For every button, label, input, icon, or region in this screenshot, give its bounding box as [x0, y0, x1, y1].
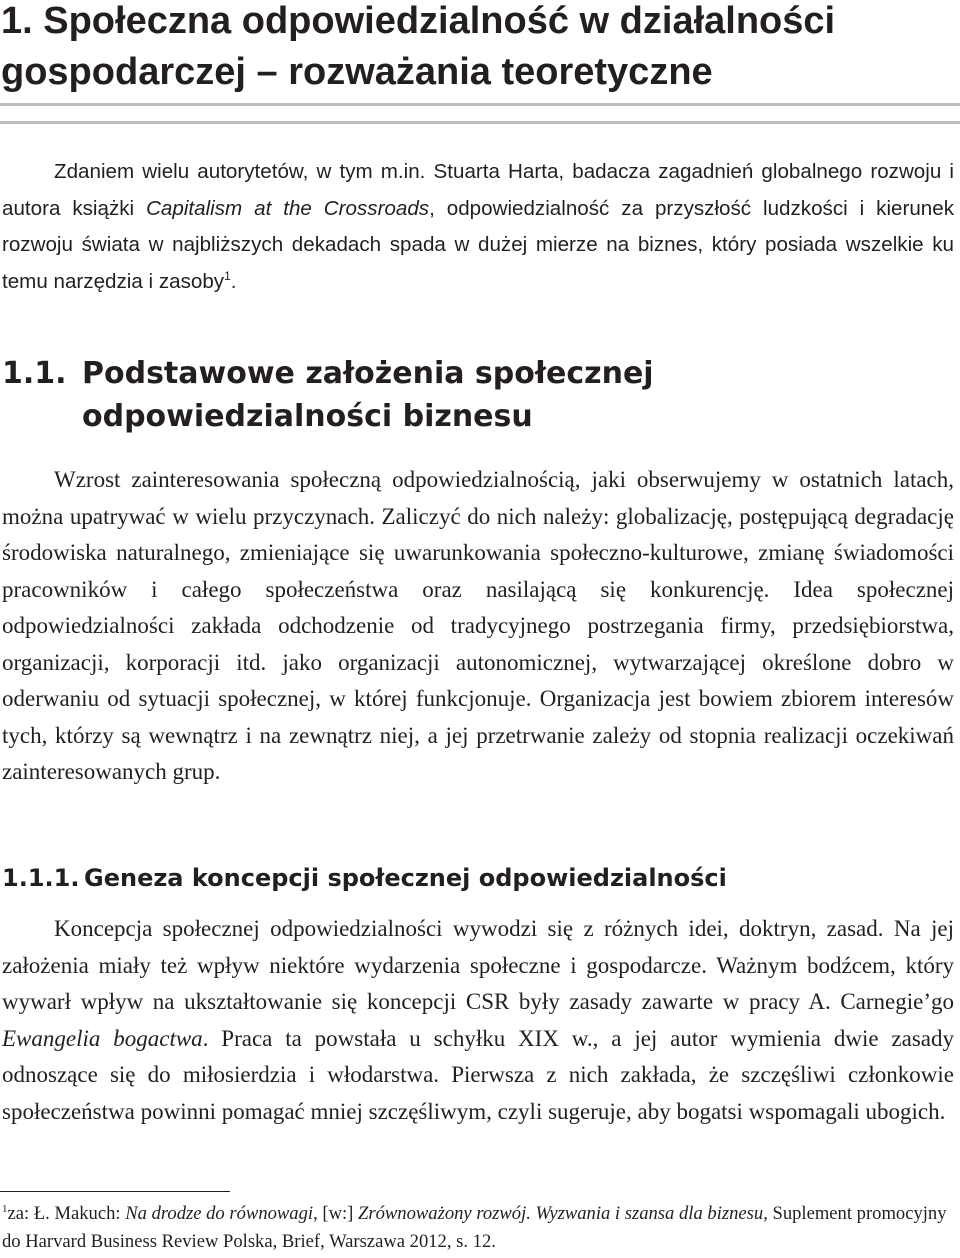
intro-text-end: , odpowiedzialność za przyszłość ludzkości i kierunek rozwoju świata w najbliższych dekadach spada w dużej mierze na biznes, który posiada wszelkie ku temu narzędzia i zasoby: [2, 196, 954, 293]
chapter-title: [1, 0, 951, 98]
section-title-line-2: odpowiedzialności biznesu: [82, 399, 533, 434]
footnote-publication-title: Zrównoważony rozwój. Wyzwania i szansa dla biznesu: [358, 1203, 764, 1224]
footnote-reference[interactable]: 1: [224, 268, 231, 283]
footnote-prefix: za: Ł. Makuch:: [7, 1203, 126, 1224]
chapter-title-line-1: 1. Społeczna odpowiedzialność w działalności: [1, 0, 836, 42]
chapter-title-rule: [0, 103, 960, 106]
section-heading: [2, 352, 654, 438]
intro-book-title: Capitalism at the Crossroads: [146, 196, 430, 220]
section-number: 1.1.: [2, 356, 67, 391]
footnote-marker: 1: [2, 1202, 8, 1215]
subsection-paragraph: [2, 911, 954, 1130]
subsection-text-start: Koncepcja społecznej odpowiedzialności wywodzi się z różnych idei, doktryn, zasad. Na jej założenia miały też wpływ niektóre wydarzenia społeczne i gospodarcze. Ważnym bodźcem, który wywarł wpływ na ukształtowanie się koncepcji CSR były zasady zawarte w pracy A. Carnegie’go: [2, 916, 954, 1014]
footnote-separator: [0, 1191, 230, 1192]
subsection-text-end: . Praca ta powstała u schyłku XIX w., a jej autor wymienia dwie zasady odnoszące się do miłosierdzia i włodarstwa. Pierwsza z nich zakłada, że szczęśliwi członkowie społeczeństwa powinni pomagać mniej szczęśliwym, czyli sugeruje, aby bogatsi wspomagali ubogich.: [2, 1025, 954, 1124]
intro-period: .: [230, 269, 237, 293]
intro-paragraph: [2, 154, 954, 300]
section-title-line-1: Podstawowe założenia społecznej: [82, 356, 654, 391]
subsection-work-title: Ewangelia bogactwa: [2, 1025, 203, 1051]
chapter-title-line-2: gospodarczej – rozważania teoretyczne: [1, 51, 713, 93]
footnote-article-title: Na drodze do równowagi: [125, 1203, 314, 1224]
section-paragraph: Wzrost zainteresowania społeczną odpowiedzialnością, jaki obserwujemy w ostatnich latach, można upatrywać w wielu przyczynach. Zaliczyć do nich należy: globalizację, postępującą degradację środowiska naturalnego, zmieniające się uwarunkowania społeczno-kulturowe, zmianę świadomości pracowników i całego społeczeństwa oraz nasilającą się konkurencję. Idea społecznej odpowiedzialności zakłada odchodzenie od tradycyjnego postrzegania firmy, przedsiębiorstwa, organizacji, korporacji itd. jako organizacji autonomicznej, wytwarzającej określone dobro w oderwaniu od sytuacji społecznej, w której funkcjonuje. Organizacja jest bowiem zbiorem interesów tych, którzy są wewnątrz i na zewnątrz niej, a jej przetrwanie zależy od stopnia realizacji oczekiwań zainteresowanych grup.: [2, 467, 954, 784]
subsection-title: Geneza koncepcji społecznej odpowiedzialności: [84, 864, 727, 892]
subsection-heading: [2, 861, 727, 895]
footnote: [2, 1200, 954, 1256]
chapter-title-rule-lower: [0, 121, 960, 124]
subsection-number: 1.1.1.: [2, 864, 80, 892]
footnote-suffix: , Suplement promocyjny do Harvard Business Review Polska, Brief, Warszawa 2012, s. 12.: [2, 1203, 947, 1252]
intro-text-start: Zdaniem wielu autorytetów, w tym m.in. Stuarta Harta, badacza zagadnień globalnego rozwoju i autora książki: [2, 160, 954, 220]
footnote-middle: , [w:]: [313, 1203, 359, 1224]
